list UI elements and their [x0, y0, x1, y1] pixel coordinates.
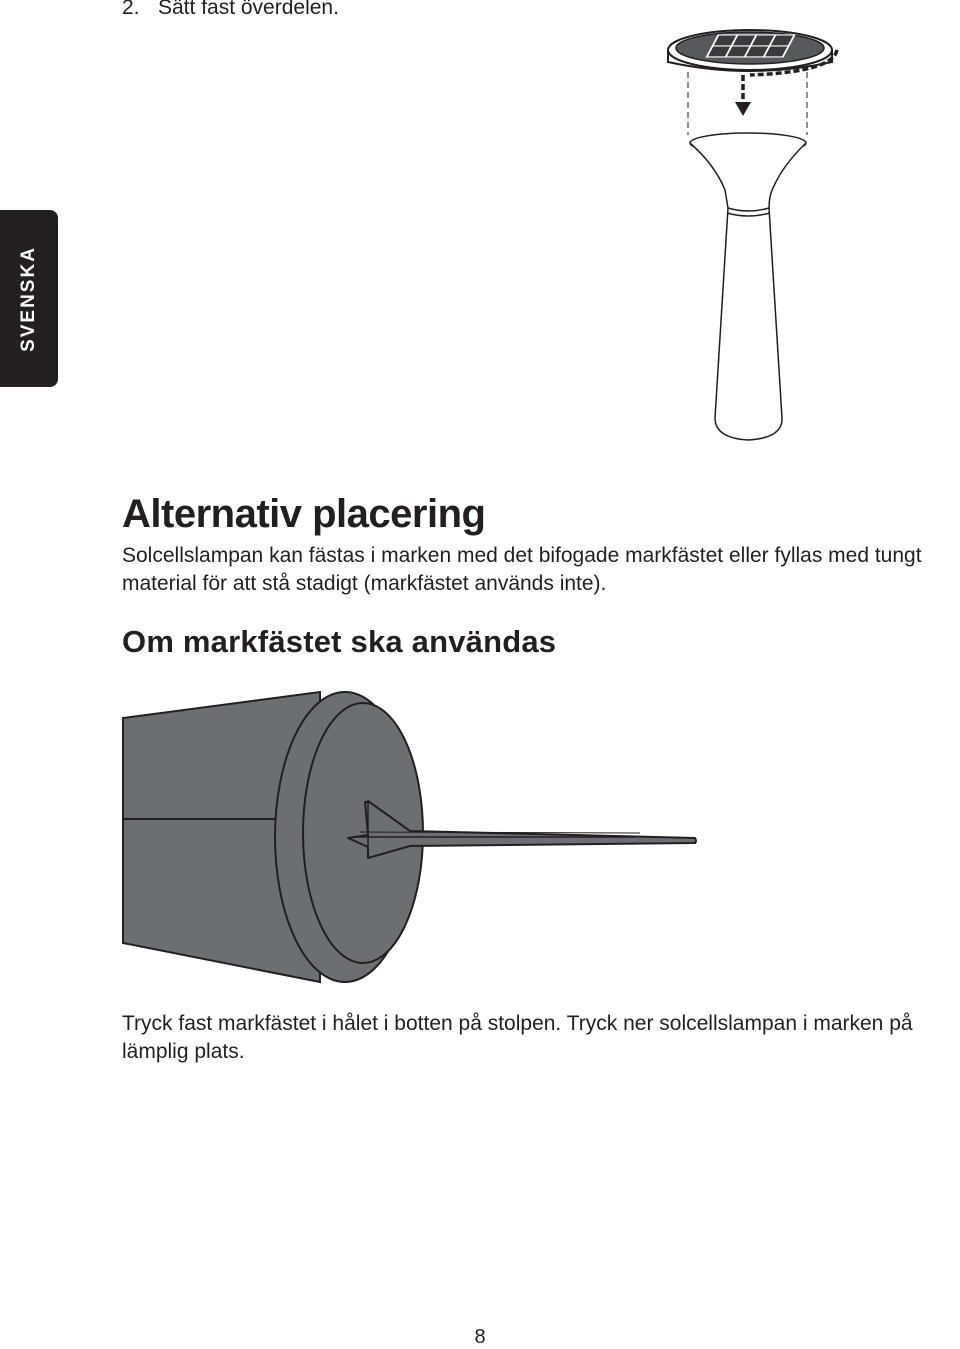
step-number: 2.	[122, 0, 140, 19]
intro-paragraph: Solcellslampan kan fästas i marken med det bifogade markfästet eller fyllas med tungt material för att stå stadigt (markfästet används inte).	[122, 544, 922, 595]
section-heading: Alternativ placering	[122, 492, 486, 536]
step-text: Sätt fast överdelen.	[158, 0, 339, 19]
step-instruction	[122, 0, 339, 20]
instruction-paragraph: Tryck fast markfästet i hålet i botten på stolpen. Tryck ner solcellslampan i marken på lämplig plats.	[122, 1012, 913, 1063]
language-tab-label: SVENSKA	[18, 245, 39, 352]
lamp-pole	[690, 133, 806, 440]
page-number: 8	[474, 1326, 486, 1348]
lamp-assembly-illustration	[655, 20, 845, 445]
subsection-heading: Om markfästet ska användas	[122, 624, 557, 659]
ground-stake-illustration	[120, 680, 710, 1000]
solar-panel	[707, 35, 795, 57]
lamp-head	[668, 30, 832, 71]
language-tab	[0, 210, 58, 387]
